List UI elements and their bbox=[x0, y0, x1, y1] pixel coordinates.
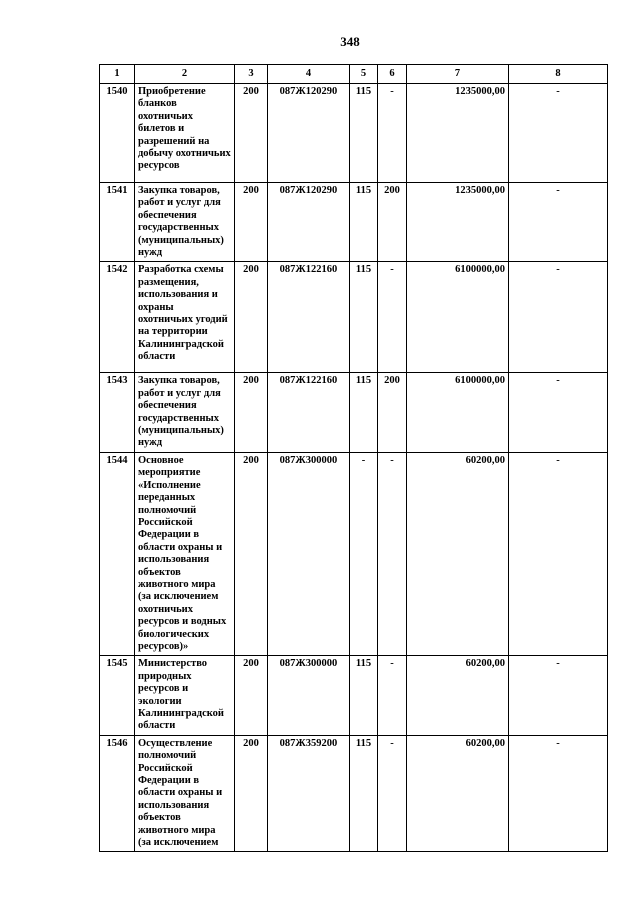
row-col8: - bbox=[509, 452, 608, 656]
row-col5: 115 bbox=[350, 262, 378, 373]
row-col5: 115 bbox=[350, 735, 378, 852]
row-code: 087Ж122160 bbox=[268, 373, 350, 452]
row-col3: 200 bbox=[235, 262, 268, 373]
row-col8: - bbox=[509, 373, 608, 452]
row-col6: 200 bbox=[378, 373, 407, 452]
table-row bbox=[100, 84, 608, 183]
row-col6: - bbox=[378, 262, 407, 373]
header-cell-4: 4 bbox=[268, 65, 350, 84]
row-col6: - bbox=[378, 735, 407, 852]
row-amount: 60200,00 bbox=[407, 735, 509, 852]
row-col5: 115 bbox=[350, 183, 378, 262]
row-amount: 1235000,00 bbox=[407, 84, 509, 183]
row-number: 1542 bbox=[100, 262, 135, 373]
header-cell-3: 3 bbox=[235, 65, 268, 84]
table-row bbox=[100, 735, 608, 852]
row-code: 087Ж359200 bbox=[268, 735, 350, 852]
row-col8: - bbox=[509, 656, 608, 735]
header-cell-7: 7 bbox=[407, 65, 509, 84]
row-code: 087Ж120290 bbox=[268, 183, 350, 262]
row-number: 1540 bbox=[100, 84, 135, 183]
row-col8: - bbox=[509, 183, 608, 262]
row-col3: 200 bbox=[235, 373, 268, 452]
row-amount: 1235000,00 bbox=[407, 183, 509, 262]
row-name: Приобретение бланков охотничьих билетов и разрешений на добычу охотничьих ресурсов bbox=[135, 84, 235, 183]
row-name: Основное мероприятие «Исполнение переданных полномочий Российской Федерации в области охраны и использования объектов животного мира (за исключением охотничьих ресурсов и водных биологических ресурсов)» bbox=[135, 452, 235, 656]
row-col6: - bbox=[378, 656, 407, 735]
row-col5: 115 bbox=[350, 656, 378, 735]
row-col8: - bbox=[509, 84, 608, 183]
header-cell-5: 5 bbox=[350, 65, 378, 84]
row-name: Министерство природных ресурсов и экологии Калининградской области bbox=[135, 656, 235, 735]
row-col8: - bbox=[509, 262, 608, 373]
row-col3: 200 bbox=[235, 452, 268, 656]
header-row bbox=[100, 65, 608, 84]
row-col3: 200 bbox=[235, 735, 268, 852]
table-row bbox=[100, 262, 608, 373]
row-code: 087Ж300000 bbox=[268, 452, 350, 656]
row-col5: 115 bbox=[350, 373, 378, 452]
header-cell-8: 8 bbox=[509, 65, 608, 84]
table-row bbox=[100, 183, 608, 262]
row-code: 087Ж122160 bbox=[268, 262, 350, 373]
row-col8: - bbox=[509, 735, 608, 852]
row-code: 087Ж120290 bbox=[268, 84, 350, 183]
row-name: Разработка схемы размещения, использования и охраны охотничьих угодий на территории Калининградской области bbox=[135, 262, 235, 373]
budget-table bbox=[99, 64, 608, 852]
row-number: 1543 bbox=[100, 373, 135, 452]
row-number: 1541 bbox=[100, 183, 135, 262]
row-col6: - bbox=[378, 452, 407, 656]
row-col5: 115 bbox=[350, 84, 378, 183]
header-cell-6: 6 bbox=[378, 65, 407, 84]
table-row bbox=[100, 373, 608, 452]
header-cell-2: 2 bbox=[135, 65, 235, 84]
row-col6: - bbox=[378, 84, 407, 183]
row-amount: 60200,00 bbox=[407, 656, 509, 735]
row-amount: 6100000,00 bbox=[407, 262, 509, 373]
row-code: 087Ж300000 bbox=[268, 656, 350, 735]
row-amount: 6100000,00 bbox=[407, 373, 509, 452]
header-cell-1: 1 bbox=[100, 65, 135, 84]
row-col3: 200 bbox=[235, 656, 268, 735]
row-name: Закупка товаров, работ и услуг для обеспечения государственных (муниципальных) нужд bbox=[135, 373, 235, 452]
row-col5: - bbox=[350, 452, 378, 656]
row-name: Осуществление полномочий Российской Федерации в области охраны и использования объектов животного мира (за исключением bbox=[135, 735, 235, 852]
row-name: Закупка товаров, работ и услуг для обеспечения государственных (муниципальных) нужд bbox=[135, 183, 235, 262]
row-col6: 200 bbox=[378, 183, 407, 262]
table-row bbox=[100, 452, 608, 656]
page-number: 348 bbox=[340, 34, 360, 49]
row-number: 1546 bbox=[100, 735, 135, 852]
row-number: 1545 bbox=[100, 656, 135, 735]
row-col3: 200 bbox=[235, 183, 268, 262]
row-number: 1544 bbox=[100, 452, 135, 656]
row-col3: 200 bbox=[235, 84, 268, 183]
table-row bbox=[100, 656, 608, 735]
row-amount: 60200,00 bbox=[407, 452, 509, 656]
